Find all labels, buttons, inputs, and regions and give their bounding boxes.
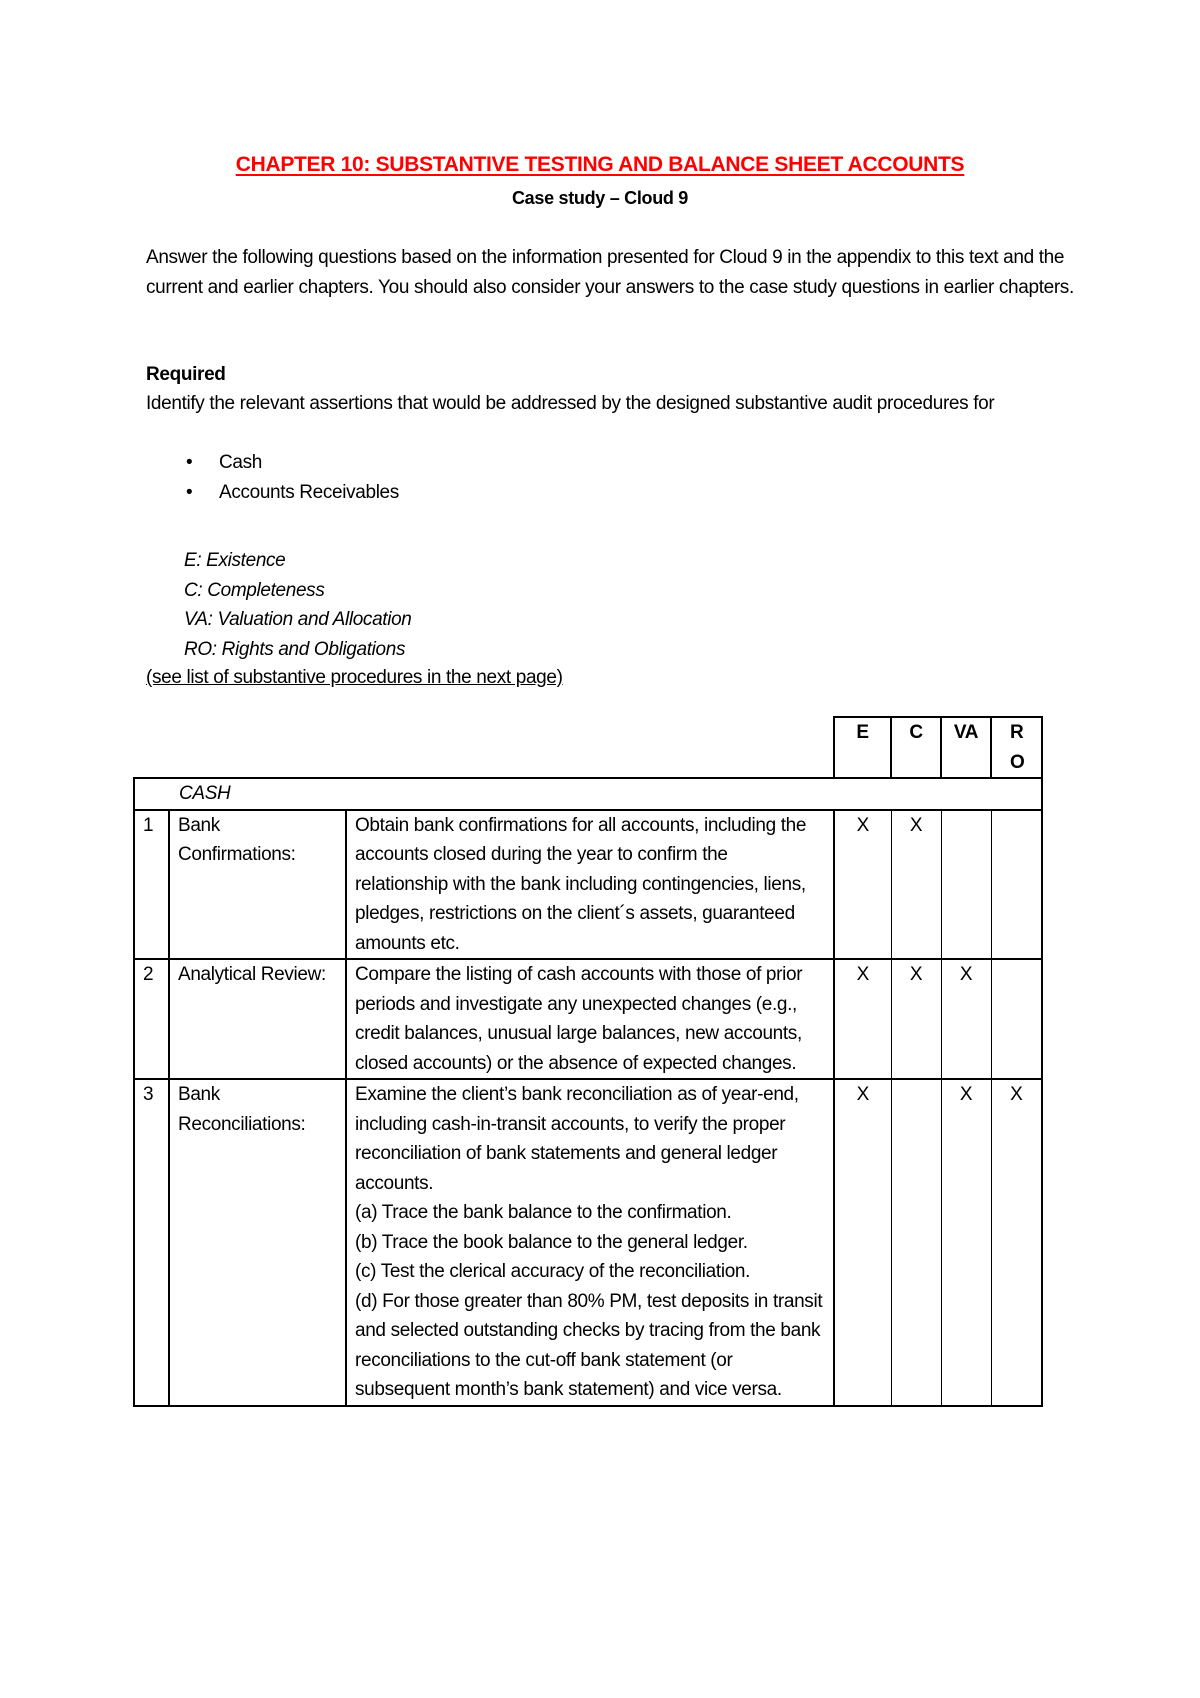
row-number: 3 [134, 1079, 169, 1406]
table-row [134, 1079, 1042, 1406]
mark-va [941, 810, 991, 960]
row-number: 1 [134, 810, 169, 960]
description-main: Examine the client’s bank reconciliation as of year-end, including cash-in-transit accounts, to verify the proper reconciliation of bank statements and general ledger accounts. [355, 1084, 799, 1194]
mark-e: X [834, 1079, 891, 1406]
description-step-a: (a) Trace the bank balance to the confirmation. [355, 1202, 732, 1223]
header-va: VA [941, 717, 991, 778]
assertions-table [133, 716, 1043, 1407]
legend-existence: E: Existence [184, 550, 286, 571]
mark-va: X [941, 1079, 991, 1406]
header-e: E [834, 717, 891, 778]
mark-ro: X [991, 1079, 1042, 1406]
description-step-b: (b) Trace the book balance to the general ledger. [355, 1231, 748, 1253]
row-number: 2 [134, 959, 169, 1079]
header-c: C [891, 717, 941, 778]
intro-paragraph: Answer the following questions based on the information presented for Cloud 9 in the appendix to this text and the current and earlier chapters. You should also consider your answers to the case study questions in earlier chapters. [146, 247, 1074, 298]
mark-ro [991, 810, 1042, 960]
chapter-title: CHAPTER 10: SUBSTANTIVE TESTING AND BALANCE SHEET ACCOUNTS [235, 153, 965, 176]
legend-valuation-allocation: VA: Valuation and Allocation [184, 609, 412, 630]
table-header-row [134, 717, 1042, 778]
description-step-d: (d) For those greater than 80% PM, test deposits in transit and selected outstanding checks by tracing from the bank reconciliations to the cut-off bank statement (or subsequent month’s bank statement) and vice versa. [355, 1290, 823, 1400]
required-text: Identify the relevant assertions that would be addressed by the designed substantive audit procedures for [146, 393, 995, 414]
procedure-description [346, 1079, 834, 1406]
description-step-c: (c) Test the clerical accuracy of the reconciliation. [355, 1261, 751, 1282]
mark-c [891, 1079, 941, 1406]
see-list-note: (see list of substantive procedures in the next page) [146, 667, 563, 688]
mark-c: X [891, 959, 941, 1079]
bullet-item-cash: • Cash [146, 448, 399, 478]
header-blank-cell [134, 717, 834, 778]
mark-c: X [891, 810, 941, 960]
legend-rights-obligations: RO: Rights and Obligations [184, 638, 406, 660]
procedure-description: Compare the listing of cash accounts with those of prior periods and investigate any unexpected changes (e.g., credit balances, unusual large balances, new accounts, closed accounts) or the absence of expected changes. [346, 959, 834, 1079]
section-row-cash [134, 778, 1042, 810]
required-label: Required [146, 364, 226, 385]
legend-completeness: C: Completeness [184, 579, 325, 601]
procedure-name: Bank Confirmations: [169, 810, 346, 960]
procedure-name: Bank Reconciliations: [169, 1079, 346, 1406]
section-label: CASH [134, 778, 1042, 810]
mark-e: X [834, 810, 891, 960]
mark-va: X [941, 959, 991, 1079]
table-row [134, 959, 1042, 1079]
bullet-item-accounts-receivables: • Accounts Receivables [146, 478, 399, 508]
procedure-description: Obtain bank confirmations for all accounts, including the accounts closed during the year to confirm the relationship with the bank including contingencies, liens, pledges, restrictions on the client´s assets, guaranteed amounts etc. [346, 810, 834, 960]
assertion-legend [184, 546, 412, 664]
procedure-name: Analytical Review: [169, 959, 346, 1079]
mark-e: X [834, 959, 891, 1079]
case-study-subtitle: Case study – Cloud 9 [511, 188, 689, 208]
table-row [134, 810, 1042, 960]
account-bullet-list [146, 448, 399, 507]
header-ro: RO [991, 717, 1042, 778]
mark-ro [991, 959, 1042, 1079]
